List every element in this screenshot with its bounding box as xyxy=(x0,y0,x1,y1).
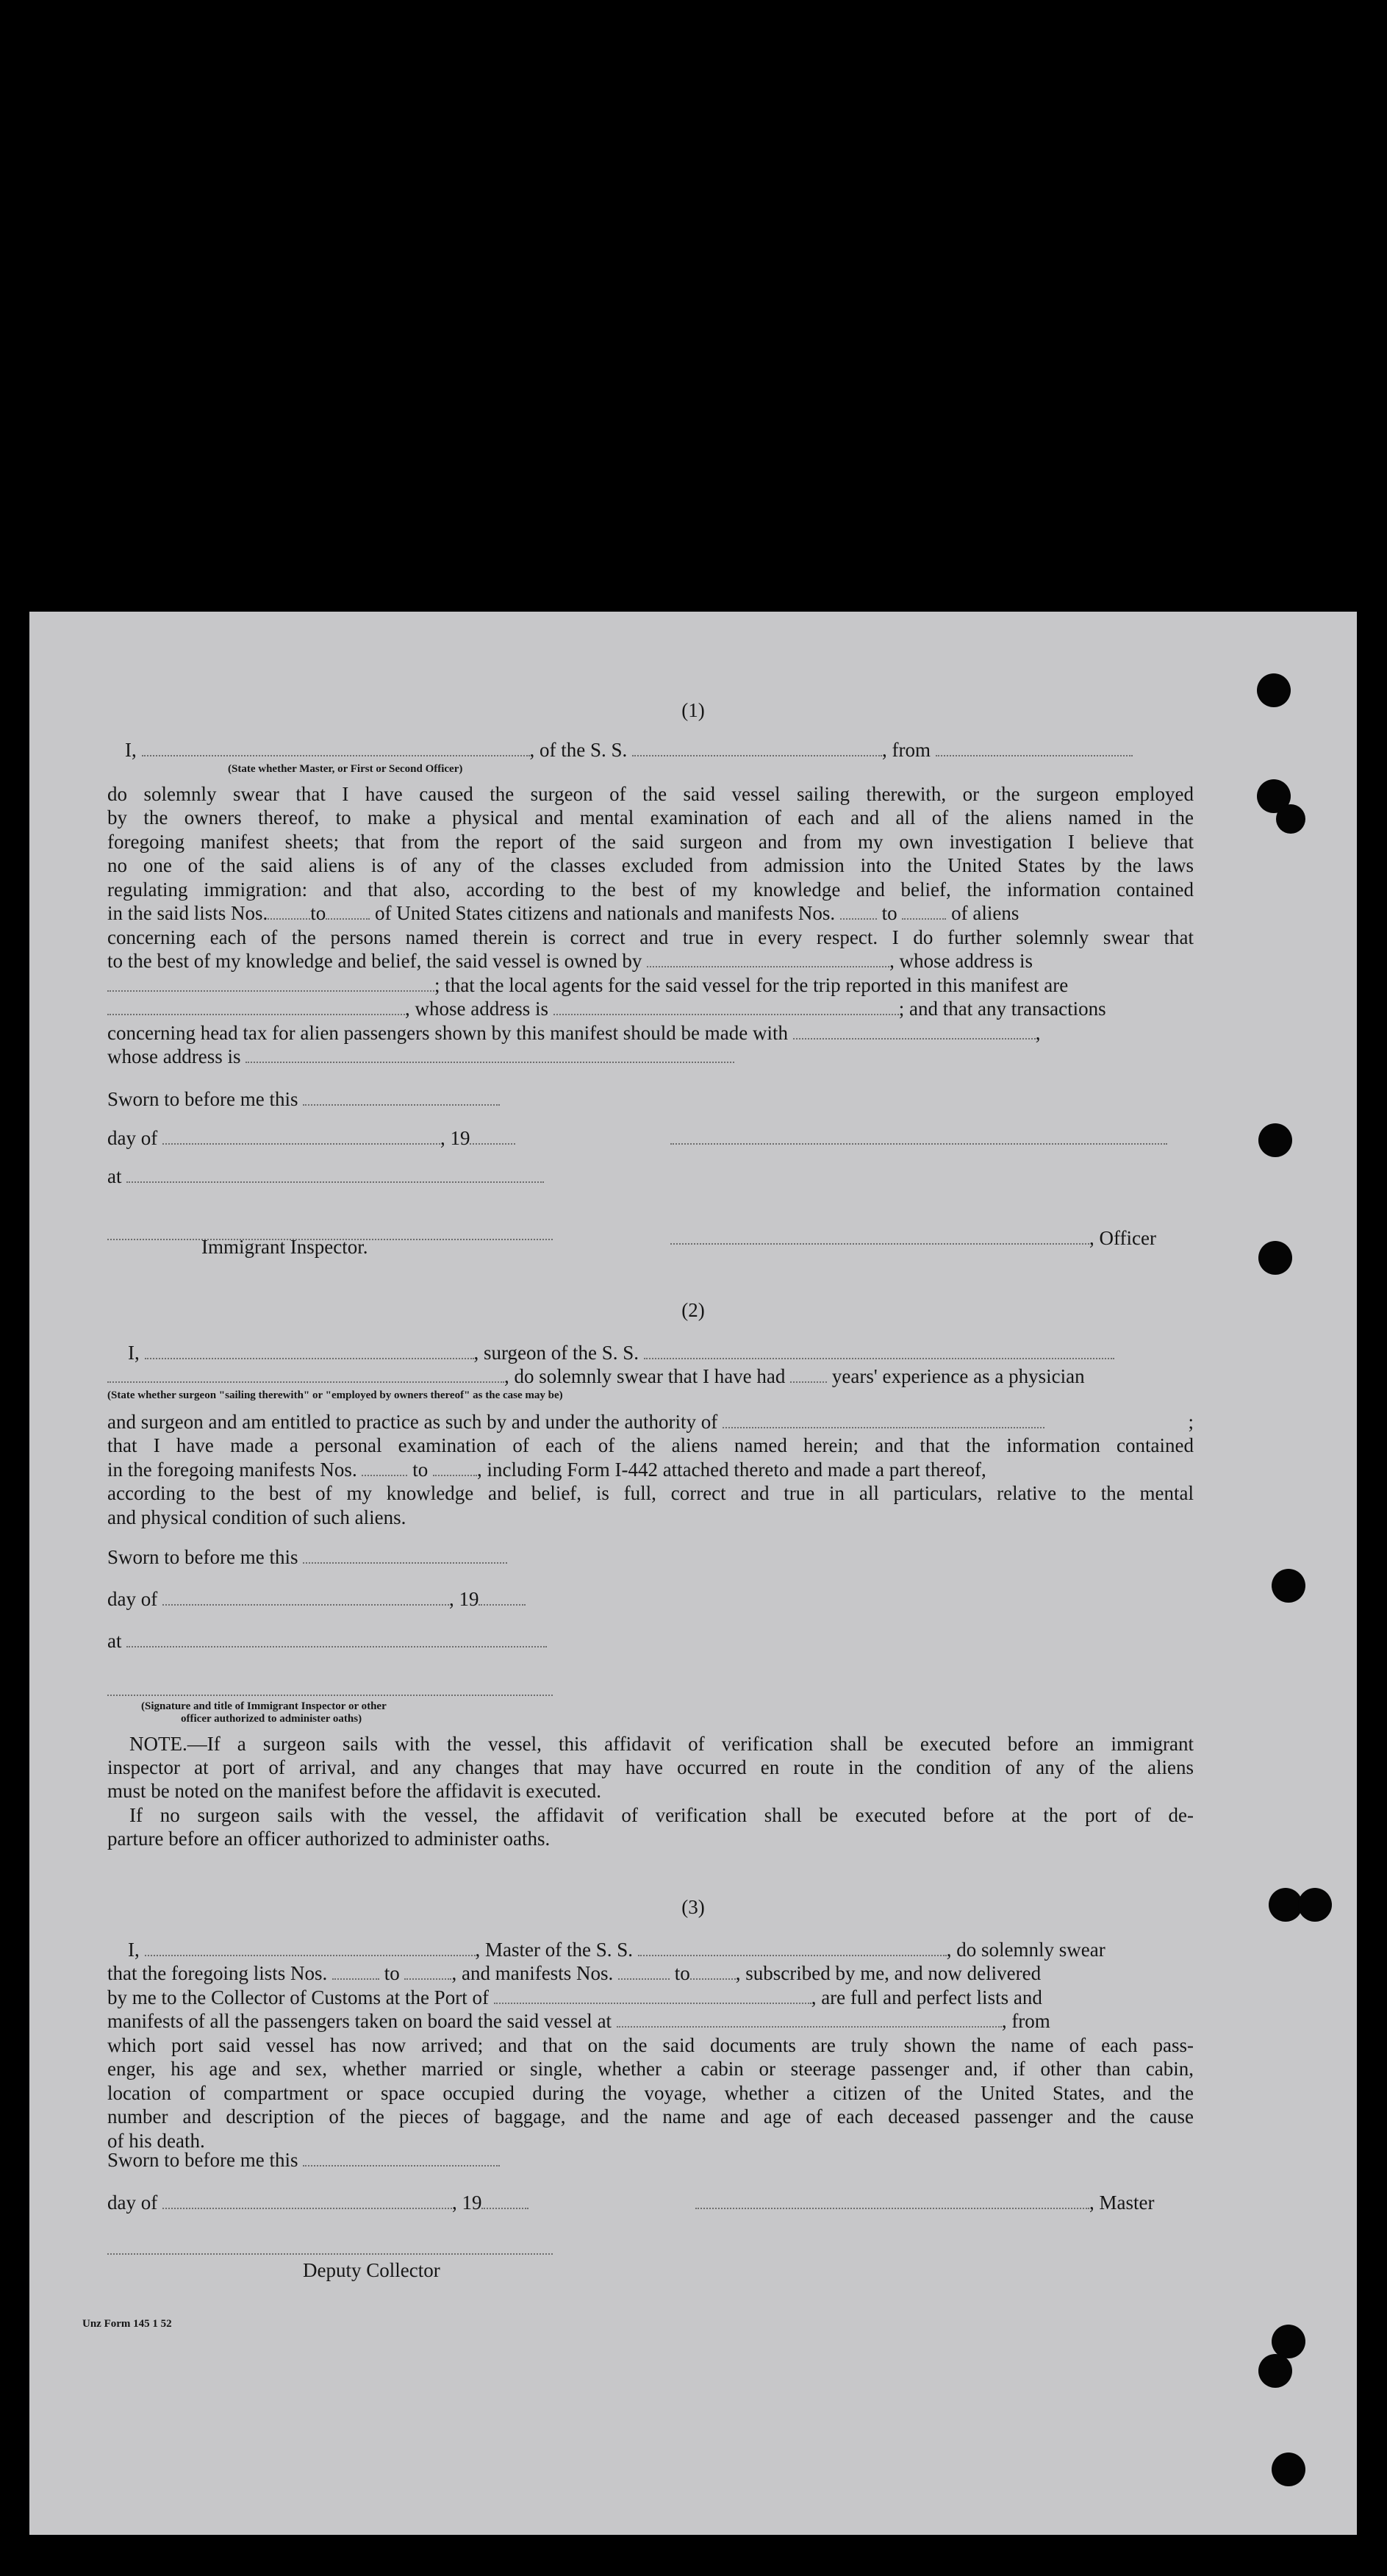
master-signature-line: , Master xyxy=(695,2191,1154,2214)
section-3-sworn: Sworn to before me this xyxy=(107,2148,500,2172)
place-field[interactable] xyxy=(126,1646,547,1647)
section-3-line-8: number and description of the pieces of baggage, and the name and age of each deceased passenger and the cause xyxy=(107,2105,1194,2128)
day-of-month-field[interactable] xyxy=(162,1604,449,1606)
section-2-line-7: and physical condition of such aliens. xyxy=(107,1506,406,1528)
section-3-line-4: manifests of all the passengers taken on board the said vessel at , from xyxy=(107,2010,1050,2032)
vessel-name-field[interactable] xyxy=(632,755,882,756)
manifests-to-field[interactable] xyxy=(902,918,946,920)
lists-to-field[interactable] xyxy=(404,1978,451,1980)
inspector-signature-field[interactable] xyxy=(107,1695,553,1696)
note-line-3: must be noted on the manifest before the affidavit is executed. xyxy=(107,1780,602,1802)
day-of-month-field[interactable] xyxy=(162,1143,440,1145)
officer-title-note: (State whether Master, or First or Second Officer) xyxy=(228,763,463,775)
officer-signature-line: , Officer xyxy=(670,1226,1156,1250)
master-signature-field[interactable] xyxy=(695,2208,1089,2209)
section-1-line-13: whose address is xyxy=(107,1045,734,1068)
section-1-line-11: , whose address is ; and that any transactions xyxy=(107,997,1106,1020)
year-field[interactable] xyxy=(479,1604,526,1606)
section-1-line-12: concerning head tax for alien passengers shown by this manifest should be made with , xyxy=(107,1022,1041,1044)
section-3-line-5: which port said vessel has now arrived; and that on the said documents are truly shown the name of each pass- xyxy=(107,2034,1194,2056)
section-1-line-5: no one of the said aliens is of any of the classes excluded from admission into the United States by the laws xyxy=(107,854,1194,876)
year-field[interactable] xyxy=(481,2208,528,2209)
section-2-day: day of , 19 xyxy=(107,1587,526,1611)
immigrant-inspector-label: Immigrant Inspector. xyxy=(201,1236,368,1258)
section-3-line-3: by me to the Collector of Customs at the Port of , are full and perfect lists and xyxy=(107,1986,1042,2008)
manifests-from-field[interactable] xyxy=(840,918,877,920)
deputy-collector-label: Deputy Collector xyxy=(303,2259,440,2281)
day-of-month-field[interactable] xyxy=(162,2208,452,2209)
form-number: Unz Form 145 1 52 xyxy=(82,2318,172,2330)
section-2-line-5: in the foregoing manifests Nos. to , including Form I-442 attached thereto and made a part thereof, xyxy=(107,1459,986,1481)
surgeon-status-note: (State whether surgeon "sailing therewith" or "employed by owners thereof" as the case may be) xyxy=(107,1389,563,1401)
section-1-line-7: in the said lists Nos. to of United States citizens and nationals and manifests Nos. to of aliens xyxy=(107,902,1019,924)
head-tax-address-field[interactable] xyxy=(245,1062,734,1063)
punch-hole xyxy=(1276,804,1305,834)
section-3-line-6: enger, his age and sex, whether married or single, whether a cabin or steerage passenger and, if other than cabin, xyxy=(107,2058,1194,2080)
section-2-line-6: according to the best of my knowledge and belief, is full, correct and true in all particulars, relative to the mental xyxy=(107,1482,1194,1504)
owner-field[interactable] xyxy=(647,966,889,967)
section-1-line-4: foregoing manifest sheets; that from the report of the said surgeon and from my own investigation I believe that xyxy=(107,831,1194,853)
sworn-date-field[interactable] xyxy=(303,1562,507,1564)
section-3-line-7: location of compartment or space occupied during the voyage, whether a citizen of the United States, and the xyxy=(107,2082,1194,2104)
section-3-line-9: of his death. xyxy=(107,2130,205,2152)
officer-signature-line-upper xyxy=(670,1126,1167,1150)
section-2-line-1: I, , surgeon of the S. S. xyxy=(128,1341,1114,1364)
sworn-date-field[interactable] xyxy=(303,2165,500,2167)
section-1-line-1: I, , of the S. S. , from xyxy=(125,738,1133,762)
punch-hole xyxy=(1258,1241,1292,1275)
section-3-number: (3) xyxy=(681,1896,705,1918)
owner-address-field[interactable] xyxy=(107,990,434,992)
signature-field[interactable] xyxy=(670,1143,1167,1145)
section-1-line-8: concerning each of the persons named therein is correct and true in every respect. I do further solemnly swear that xyxy=(107,926,1194,948)
lists-from-field[interactable] xyxy=(268,918,310,920)
note-line-5: parture before an officer authorized to administer oaths. xyxy=(107,1828,551,1850)
form-sheet xyxy=(29,612,1357,2535)
section-2-line-3: and surgeon and am entitled to practice as such by and under the authority of ; xyxy=(107,1411,1194,1433)
section-1-line-10: ; that the local agents for the said vessel for the trip reported in this manifest are xyxy=(107,973,1068,997)
embarkation-port-field[interactable] xyxy=(617,2026,1002,2028)
section-3-day: day of , 19 xyxy=(107,2191,528,2214)
head-tax-contact-field[interactable] xyxy=(793,1038,1036,1040)
years-experience-field[interactable] xyxy=(790,1381,827,1383)
manifests-from-field[interactable] xyxy=(362,1475,407,1476)
punch-hole xyxy=(1272,1569,1305,1603)
master-vessel-field[interactable] xyxy=(638,1955,947,1956)
punch-hole xyxy=(1272,2452,1305,2486)
master-name-field[interactable] xyxy=(145,1955,476,1956)
surgeon-name-field[interactable] xyxy=(145,1358,474,1359)
authority-field[interactable] xyxy=(723,1427,1044,1428)
section-1-number: (1) xyxy=(681,699,705,721)
section-2-line-4: that I have made a personal examination of each of the aliens named herein; and that the information contained xyxy=(107,1434,1194,1456)
manifests-to-field[interactable] xyxy=(690,1978,736,1980)
section-1-line-3: by the owners thereof, to make a physical and mental examination of each and all of the aliens named in the xyxy=(107,806,1194,829)
manifests-from-field[interactable] xyxy=(618,1978,670,1980)
year-field[interactable] xyxy=(470,1143,515,1145)
officer-title-field[interactable] xyxy=(142,755,530,756)
section-2-number: (2) xyxy=(681,1299,705,1321)
surgeon-vessel-field[interactable] xyxy=(644,1358,1114,1359)
signature-note-1: (Signature and title of Immigrant Inspector or other xyxy=(141,1700,387,1712)
section-1-line-2: do solemnly swear that I have caused the surgeon of the said vessel sailing therewith, or the surgeon employed xyxy=(107,783,1194,805)
manifests-to-field[interactable] xyxy=(433,1475,477,1476)
section-1-line-6: regulating immigration: and that also, according to the best of my knowledge and belief, the information contained xyxy=(107,879,1194,901)
lists-from-field[interactable] xyxy=(332,1978,379,1980)
punch-hole xyxy=(1258,1123,1292,1157)
section-3-line-1: I, , Master of the S. S. , do solemnly swear xyxy=(128,1939,1105,1961)
section-1-day: day of , 19 xyxy=(107,1126,515,1150)
section-2-sworn: Sworn to before me this xyxy=(107,1545,507,1569)
section-1-at: at xyxy=(107,1164,544,1188)
surgeon-status-field[interactable] xyxy=(107,1381,504,1383)
note-line-1: NOTE.—If a surgeon sails with the vessel, this affidavit of verification shall be executed before an immigrant xyxy=(129,1733,1194,1755)
officer-signature-field[interactable] xyxy=(670,1243,1089,1245)
note-line-4: If no surgeon sails with the vessel, the affidavit of verification shall be executed before at the port of de- xyxy=(129,1804,1194,1826)
agents-address-field[interactable] xyxy=(553,1014,899,1015)
place-field[interactable] xyxy=(126,1181,544,1183)
section-3-line-2: that the foregoing lists Nos. to , and manifests Nos. to , subscribed by me, and now delivered xyxy=(107,1962,1042,1984)
note-line-2: inspector at port of arrival, and any changes that may have occurred en route in the condition of any of the aliens xyxy=(107,1756,1194,1778)
section-2-signature-line xyxy=(107,1678,553,1701)
local-agents-field[interactable] xyxy=(107,1014,405,1015)
punch-hole xyxy=(1258,2354,1292,2388)
section-1-line-9: to the best of my knowledge and belief, the said vessel is owned by , whose address is xyxy=(107,950,1033,972)
deputy-signature-line xyxy=(107,2236,553,2260)
from-port-field[interactable] xyxy=(936,755,1133,756)
signature-note-2: officer authorized to administer oaths) xyxy=(181,1713,362,1725)
section-2-line-2: , do solemnly swear that I have had years' experience as a physician xyxy=(107,1364,1085,1388)
sworn-date-field[interactable] xyxy=(303,1104,500,1106)
section-2-at: at xyxy=(107,1629,547,1653)
lists-to-field[interactable] xyxy=(326,918,370,920)
deputy-signature-field[interactable] xyxy=(107,2253,553,2255)
port-field[interactable] xyxy=(494,2003,811,2004)
section-1-sworn: Sworn to before me this xyxy=(107,1087,500,1111)
